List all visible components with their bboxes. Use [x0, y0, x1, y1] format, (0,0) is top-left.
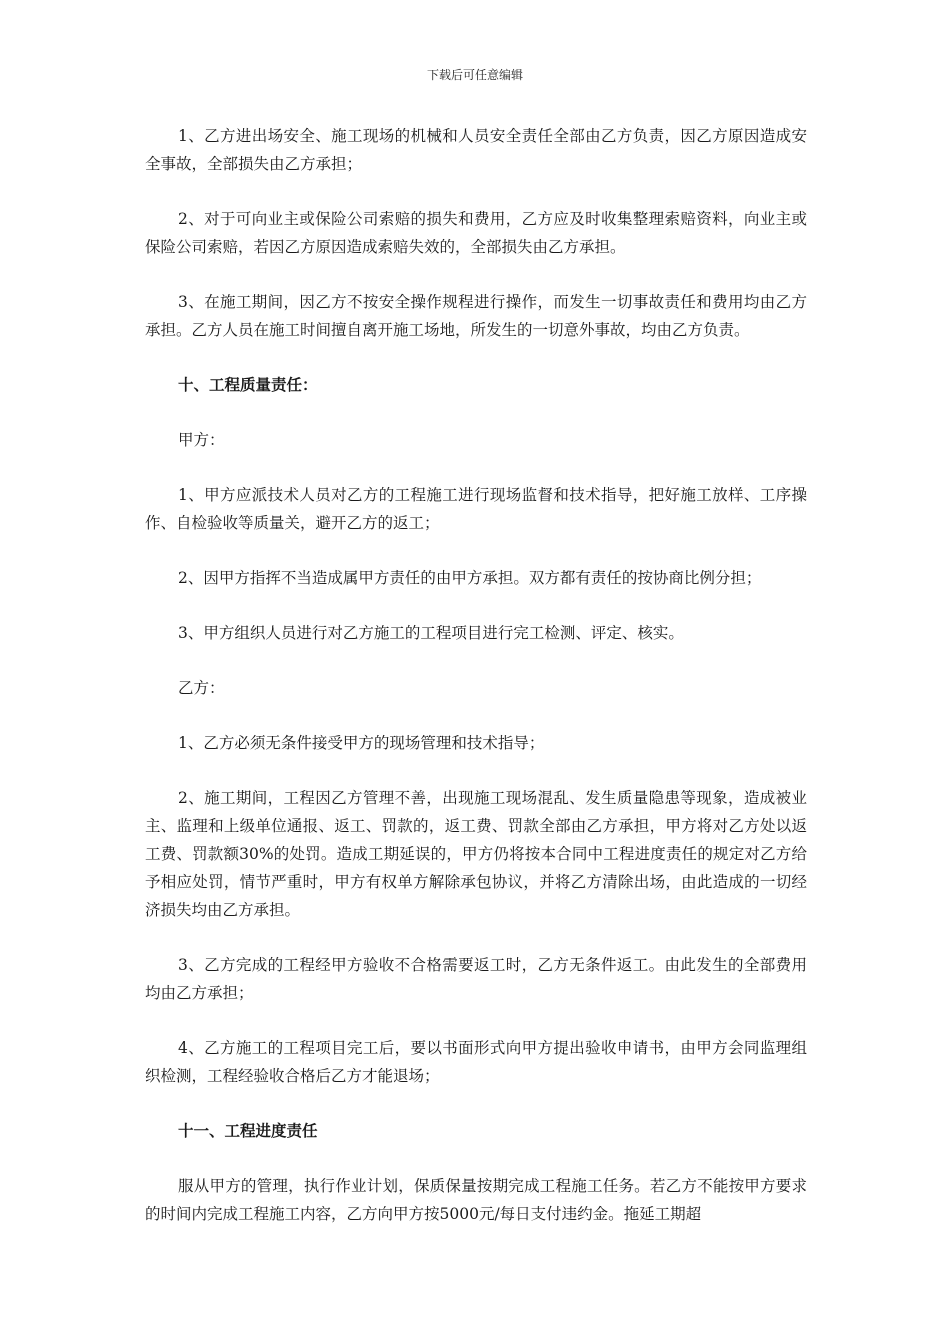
party-a-label: 甲方： — [178, 431, 225, 449]
paragraph-b4: 4、乙方施工的工程项目完工后，要以书面形式向甲方提出验收申请书，由甲方会同监理组织检测，工程经验收合格后乙方才能退场； — [145, 1039, 807, 1085]
paragraph-2: 2、对于可向业主或保险公司索赔的损失和费用，乙方应及时收集整理索赔资料，向业主或保险公司索赔，若因乙方原因造成索赔失效的，全部损失由乙方承担。 — [145, 210, 807, 256]
paragraph-1: 1、乙方进出场安全、施工现场的机械和人员安全责任全部由乙方负责，因乙方原因造成安全事故，全部损失由乙方承担； — [145, 127, 807, 173]
page-header: 下载后可任意编辑 — [426, 68, 523, 82]
paragraph-schedule: 服从甲方的管理，执行作业计划，保质保量按期完成工程施工任务。若乙方不能按甲方要求的时间内完成工程施工内容，乙方向甲方按5000元/每日支付违约金。拖延工期超 — [145, 1177, 807, 1223]
paragraph-a2: 2、因甲方指挥不当造成属甲方责任的由甲方承担。双方都有责任的按协商比例分担； — [178, 569, 762, 587]
document-body — [145, 122, 807, 1255]
paragraph-a1: 1、甲方应派技术人员对乙方的工程施工进行现场监督和技术指导，把好施工放样、工序操作、自检验收等质量关，避开乙方的返工； — [145, 486, 807, 532]
paragraph-a3: 3、甲方组织人员进行对乙方施工的工程项目进行完工检测、评定、核实。 — [178, 624, 684, 642]
party-b-label: 乙方： — [178, 679, 225, 697]
paragraph-b1: 1、乙方必须无条件接受甲方的现场管理和技术指导； — [178, 734, 545, 752]
section-heading-schedule: 十一、工程进度责任 — [178, 1121, 318, 1140]
paragraph-3: 3、在施工期间，因乙方不按安全操作规程进行操作，而发生一切事故责任和费用均由乙方承担。乙方人员在施工时间擅自离开施工场地，所发生的一切意外事故，均由乙方负责。 — [145, 293, 807, 339]
paragraph-b2: 2、施工期间，工程因乙方管理不善，出现施工现场混乱、发生质量隐患等现象，造成被业主、监理和上级单位通报、返工、罚款的，返工费、罚款全部由乙方承担，甲方将对乙方处以返工费、罚款额30%的处罚。造成工期延误的，甲方仍将按本合同中工程进度责任的规定对乙方给予相应处罚，情节严重时，甲方有权单方解除承包协议，并将乙方清除出场，由此造成的一切经济损失均由乙方承担。 — [145, 789, 807, 919]
section-heading-quality: 十、工程质量责任： — [178, 375, 318, 394]
paragraph-b3: 3、乙方完成的工程经甲方验收不合格需要返工时，乙方无条件返工。由此发生的全部费用均由乙方承担； — [145, 956, 807, 1002]
